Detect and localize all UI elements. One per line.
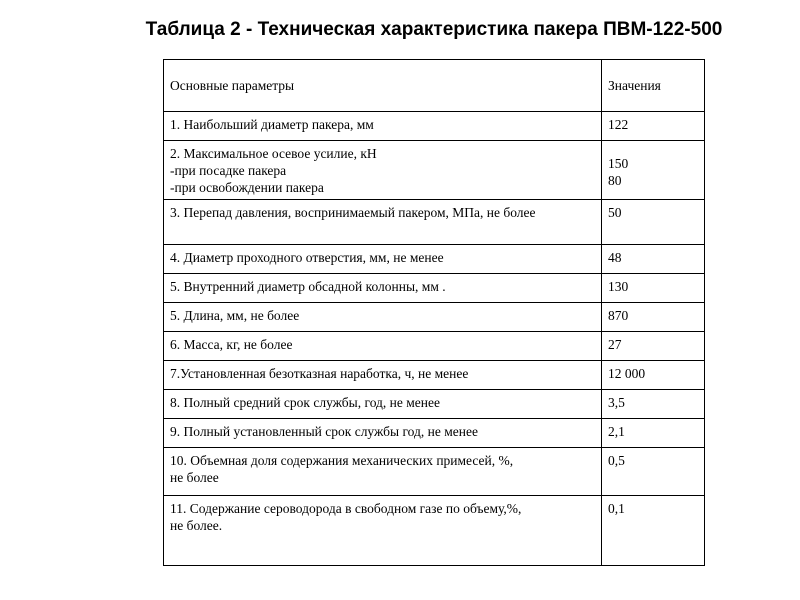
table-row: [164, 112, 705, 141]
param-cell: [164, 448, 602, 496]
param-text: 7.Установленная безотказная наработка, ч, не менее: [170, 366, 469, 381]
value-text: 12 000: [608, 366, 646, 381]
value-cell: [602, 332, 705, 361]
table-row: [164, 496, 705, 566]
param-subitem: -при освобождении пакера: [170, 180, 324, 195]
value-text: 3,5: [608, 395, 625, 410]
table-header-row: [164, 60, 705, 112]
table-title: Таблица 2 - Техническая характеристика пакера ПВМ-122-500: [145, 19, 723, 40]
table-row: [164, 200, 705, 245]
param-cell: [164, 496, 602, 566]
param-cell: [164, 419, 602, 448]
param-text: не более.: [170, 518, 223, 533]
table-row: [164, 361, 705, 390]
table-row: [164, 332, 705, 361]
param-text: не более: [170, 470, 219, 485]
value-cell: [602, 361, 705, 390]
value-cell: [602, 245, 705, 274]
value-text: 27: [608, 337, 622, 352]
header-parameters: Основные параметры: [164, 60, 602, 112]
table-row: [164, 448, 705, 496]
value-cell: [602, 448, 705, 496]
param-text: 11. Содержание сероводорода в свободном газе по объему,%,: [170, 501, 522, 516]
value-text: 122: [608, 117, 629, 132]
param-cell: [164, 361, 602, 390]
param-text: 4. Диаметр проходного отверстия, мм, не менее: [170, 250, 444, 265]
value-cell: [602, 303, 705, 332]
table-row: [164, 303, 705, 332]
param-text: 5. Длина, мм, не более: [170, 308, 300, 323]
value-cell: [602, 390, 705, 419]
param-subitem: -при посадке пакера: [170, 163, 287, 178]
param-cell: [164, 245, 602, 274]
param-text: 5. Внутренний диаметр обсадной колонны, мм .: [170, 279, 446, 294]
param-text: 8. Полный средний срок службы, год, не менее: [170, 395, 441, 410]
param-cell: [164, 200, 602, 245]
table-row: [164, 245, 705, 274]
value-text: 0,1: [608, 501, 625, 516]
header-values: Значения: [602, 60, 705, 112]
table-row: [164, 274, 705, 303]
value-text: 870: [608, 308, 629, 323]
value-text: 130: [608, 279, 629, 294]
param-cell: [164, 332, 602, 361]
value-cell: [602, 496, 705, 566]
param-cell: [164, 274, 602, 303]
param-cell: [164, 303, 602, 332]
table-row: [164, 141, 705, 200]
value-text: 2,1: [608, 424, 625, 439]
param-text: 9. Полный установленный срок службы год, не менее: [170, 424, 478, 439]
value-text: 48: [608, 250, 622, 265]
value-text: 150: [608, 156, 629, 171]
value-cell: [602, 419, 705, 448]
param-text: 3. Перепад давления, воспринимаемый пакером, МПа, не более: [170, 205, 536, 220]
param-text: 2. Максимальное осевое усилие, кН: [170, 146, 377, 161]
param-text: 10. Объемная доля содержания механических примесей, %,: [170, 453, 514, 468]
param-cell: [164, 141, 602, 200]
param-cell: [164, 390, 602, 419]
value-cell: [602, 200, 705, 245]
value-cell: [602, 274, 705, 303]
value-cell: [602, 112, 705, 141]
value-text: 80: [608, 173, 622, 188]
spec-table: [163, 59, 705, 566]
table-row: [164, 419, 705, 448]
value-text: 0,5: [608, 453, 625, 468]
param-text: 6. Масса, кг, не более: [170, 337, 293, 352]
value-cell: [602, 141, 705, 200]
param-cell: [164, 112, 602, 141]
param-text: 1. Наибольший диаметр пакера, мм: [170, 117, 374, 132]
table-row: [164, 390, 705, 419]
value-text: 50: [608, 205, 622, 220]
